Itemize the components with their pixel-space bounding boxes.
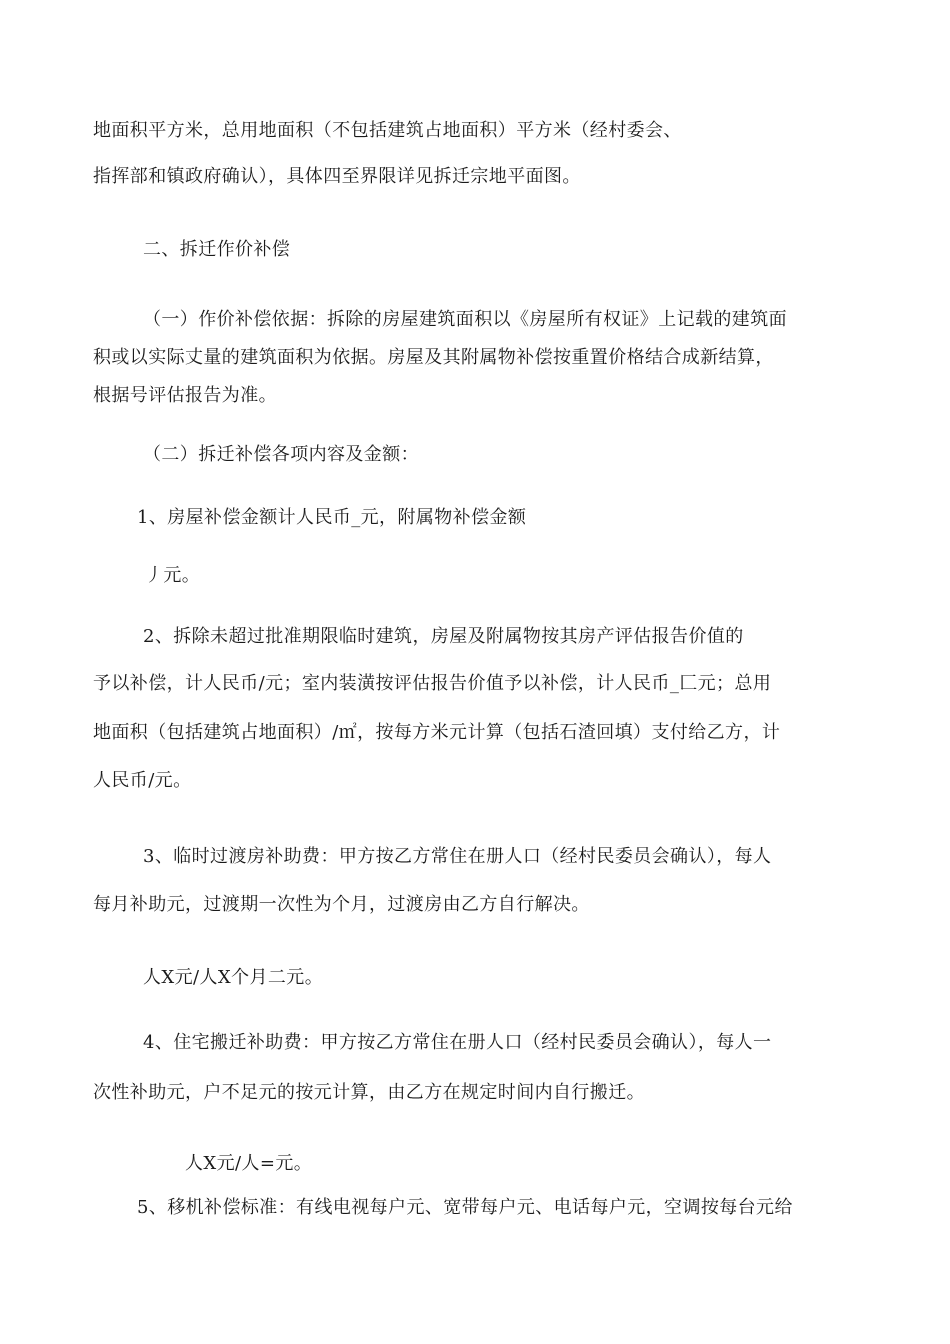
paragraph-line: 人民币/元。 xyxy=(93,770,192,791)
formula-line: 人X元/人=元。 xyxy=(185,1153,313,1174)
paragraph-line: 4、住宅搬迁补助费：甲方按乙方常住在册人口（经村民委员会确认），每人一 xyxy=(143,1032,772,1053)
paragraph-line: 地面积（包括建筑占地面积）/㎡，按每方米元计算（包括石渣回填）支付给乙方，计 xyxy=(93,722,781,743)
section-heading: 二、拆迁作价补偿 xyxy=(143,239,291,260)
paragraph-line: 指挥部和镇政府确认），具体四至界限详见拆迁宗地平面图。 xyxy=(93,166,581,187)
paragraph-line: 根据号评估报告为准。 xyxy=(93,385,277,406)
paragraph-line: 次性补助元，户不足元的按元计算，由乙方在规定时间内自行搬迁。 xyxy=(93,1082,645,1103)
paragraph-line: （一）作价补偿依据：拆除的房屋建筑面积以《房屋所有权证》上记载的建筑面 xyxy=(143,309,787,330)
paragraph-line: 予以补偿，计人民币/元；室内装潢按评估报告价值予以补偿，计人民币_匚元；总用 xyxy=(93,673,772,694)
subsection-heading: （二）拆迁补偿各项内容及金额： xyxy=(143,444,419,465)
paragraph-line: 丿元。 xyxy=(145,565,201,586)
paragraph-line: 5、移机补偿标准：有线电视每户元、宽带每户元、电话每户元，空调按每台元给 xyxy=(137,1197,793,1218)
formula-line: 人X元/人X个月二元。 xyxy=(143,967,324,988)
paragraph-line: 2、拆除未超过批准期限临时建筑，房屋及附属物按其房产评估报告价值的 xyxy=(143,626,744,647)
paragraph-line: 每月补助元，过渡期一次性为个月，过渡房由乙方自行解决。 xyxy=(93,894,590,915)
paragraph-line: 1、房屋补偿金额计人民币_元，附属物补偿金额 xyxy=(137,507,527,528)
paragraph-line: 3、临时过渡房补助费：甲方按乙方常住在册人口（经村民委员会确认），每人 xyxy=(143,846,772,867)
paragraph-line: 地面积平方米，总用地面积（不包括建筑占地面积）平方米（经村委会、 xyxy=(93,120,682,141)
paragraph-line: 积或以实际丈量的建筑面积为依据。房屋及其附属物补偿按重置价格结合成新结算， xyxy=(93,347,774,368)
